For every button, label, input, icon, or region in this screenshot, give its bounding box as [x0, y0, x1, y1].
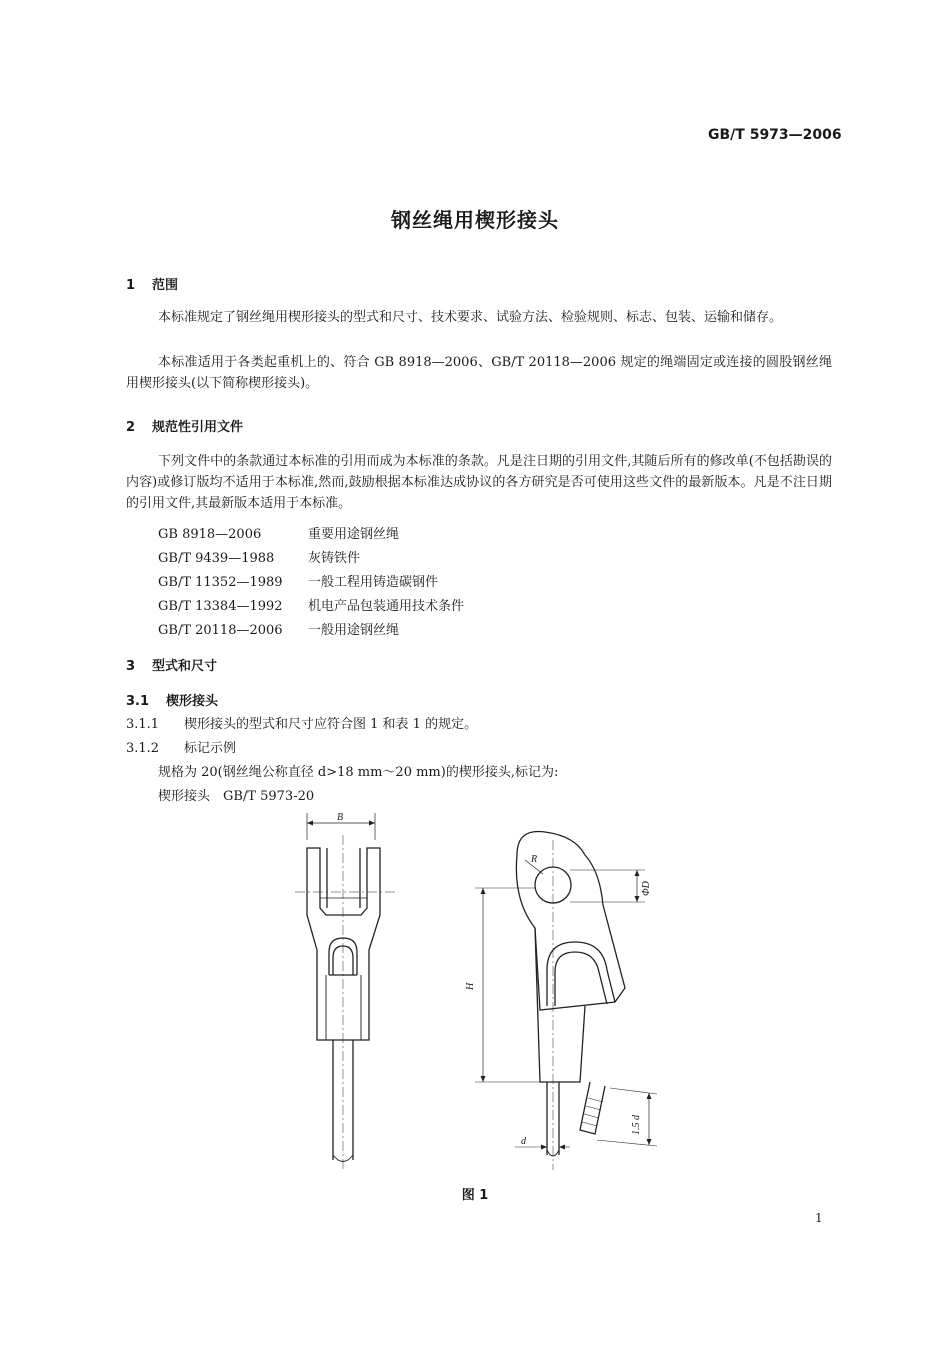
reference-name: 一般工程用铸造碳钢件: [308, 575, 439, 590]
reference-code: GB/T 11352—1989: [158, 575, 283, 590]
subsection-title: 楔形接头: [166, 694, 219, 709]
document-title: 钢丝绳用楔形接头: [391, 208, 559, 232]
side-view: [465, 831, 657, 1170]
reference-name: 重要用途钢丝绳: [308, 527, 400, 542]
section-2-paragraph: 下列文件中的条款通过本标准的引用而成为本标准的条款。凡是注日期的引用文件,其随后所有的修改单(不包括勘误的内容)或修订版均不适用于本标准,然而,鼓励根据本标准达成协议的各方研究是否可使用这些文件的最新版本。凡是不注日期的引用文件,其最新版本适用于本标准。: [126, 454, 832, 511]
section-number: 3: [126, 659, 136, 674]
reference-code: GB/T 9439—1988: [158, 551, 275, 566]
section-title: 规范性引用文件: [152, 420, 244, 435]
reference-code: GB/T 13384—1992: [158, 599, 283, 614]
section-number: 1: [126, 278, 136, 293]
clause-text: 标记示例: [184, 741, 237, 756]
section-2-heading: [126, 416, 243, 435]
subsection-3-1-heading: [126, 690, 218, 709]
section-1-paragraph-2: 本标准适用于各类起重机上的、符合 GB 8918—2006、GB/T 20118—2006 规定的绳端固定或连接的圆股钢丝绳用楔形接头(以下简称楔形接头)。: [126, 355, 832, 391]
dimension-label-r: R: [531, 854, 538, 865]
page-number: 1: [815, 1211, 823, 1225]
reference-code: GB/T 20118—2006: [158, 623, 283, 638]
reference-item: [158, 547, 360, 566]
section-1-paragraph-1: 本标准规定了钢丝绳用楔形接头的型式和尺寸、技术要求、试验方法、检验规则、标志、包装、运输和储存。: [158, 310, 783, 325]
clause-3-1-1: [126, 713, 477, 732]
clause-text: 楔形接头的型式和尺寸应符合图 1 和表 1 的规定。: [184, 717, 478, 732]
reference-name: 一般用途钢丝绳: [308, 623, 400, 638]
marking-example-description: 规格为 20(钢丝绳公称直径 d>18 mm～20 mm)的楔形接头,标记为:: [158, 765, 559, 780]
clause-number: 3.1.2: [126, 741, 160, 756]
section-title: 型式和尺寸: [152, 659, 218, 674]
clause-number: 3.1.1: [126, 717, 160, 732]
clause-3-1-2: [126, 737, 236, 756]
section-1-heading: [126, 274, 178, 293]
wedge-socket-drawing: [285, 810, 685, 1175]
reference-item: [158, 595, 464, 614]
dimension-label-phi-d: ΦD: [641, 881, 652, 896]
section-number: 2: [126, 420, 136, 435]
dimension-label-d: d: [521, 1136, 526, 1147]
reference-item: [158, 619, 399, 638]
front-view: [295, 812, 395, 1170]
dimension-label-b: B: [337, 812, 344, 823]
reference-name: 灰铸铁件: [308, 551, 361, 566]
figure-caption: 图 1: [461, 1188, 489, 1203]
standard-code: GB/T 5973—2006: [708, 127, 842, 143]
reference-code: GB 8918—2006: [158, 527, 262, 542]
marking-example-code: 楔形接头 GB/T 5973-20: [158, 789, 315, 804]
reference-name: 机电产品包装通用技术条件: [308, 599, 465, 614]
dimension-label-h: H: [465, 982, 476, 990]
subsection-number: 3.1: [126, 694, 150, 709]
section-title: 范围: [152, 278, 179, 293]
section-3-heading: [126, 655, 217, 674]
reference-item: [158, 571, 438, 590]
reference-item: [158, 523, 399, 542]
dimension-label-1-5d: 1.5 d: [631, 1115, 642, 1135]
